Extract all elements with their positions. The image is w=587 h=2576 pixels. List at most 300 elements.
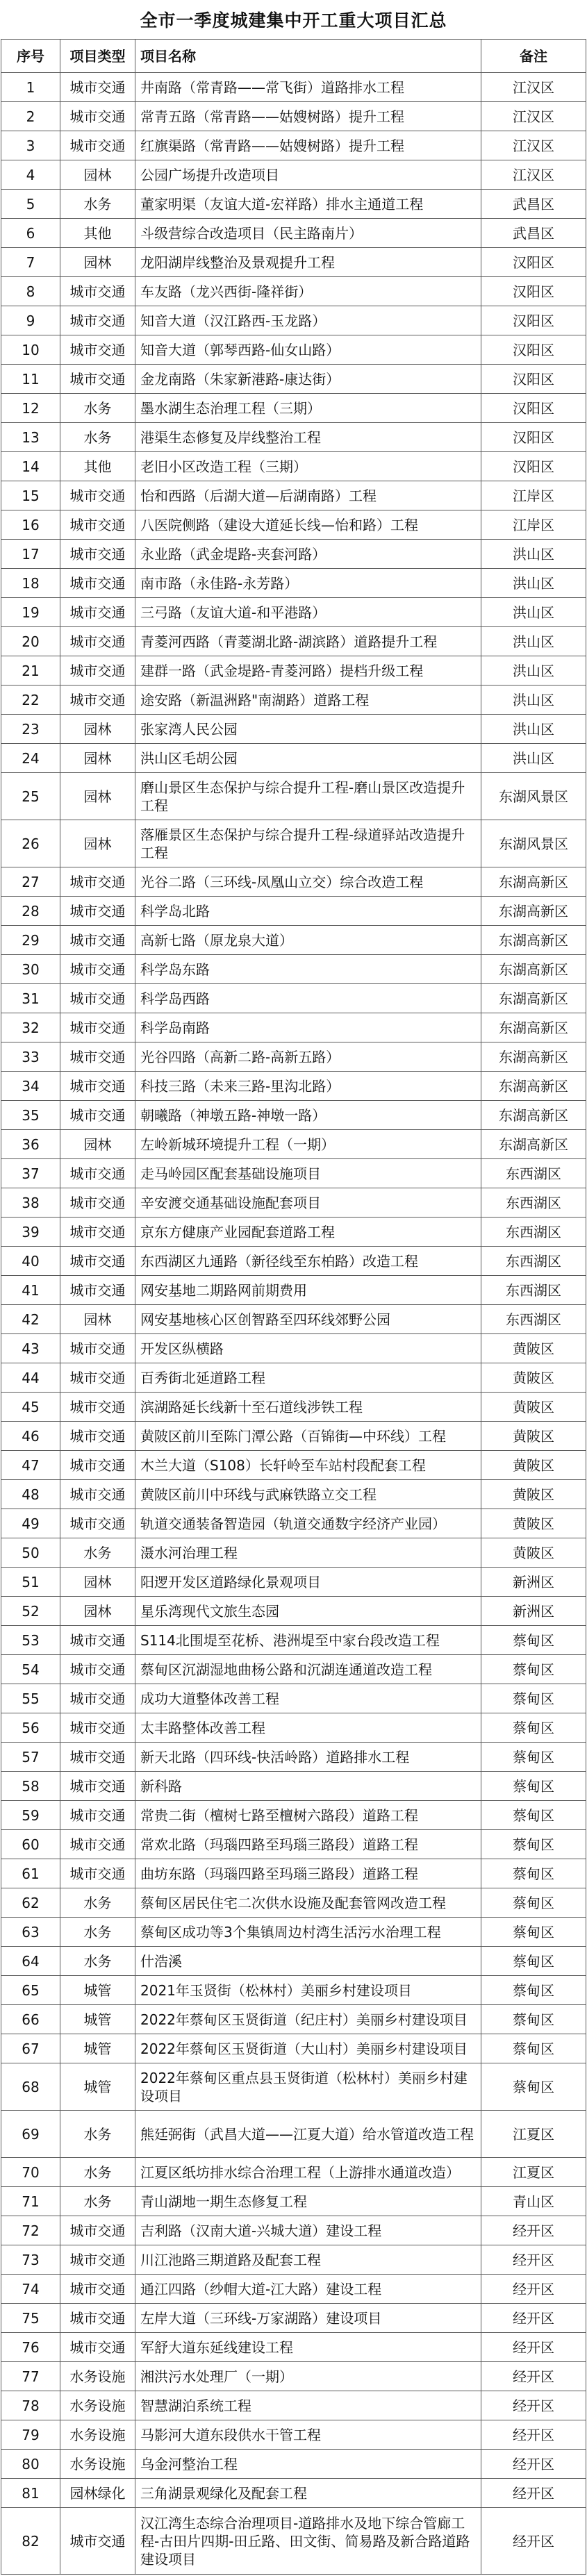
project-type: 水务设施	[60, 2450, 135, 2479]
project-type: 园林	[60, 1305, 135, 1334]
district-remark: 蔡甸区	[481, 1918, 586, 1947]
table-row	[1, 540, 586, 569]
row-number: 64	[1, 1947, 60, 1976]
district-remark: 汉阳区	[481, 365, 586, 394]
table-row	[1, 335, 586, 365]
table-row	[1, 2333, 586, 2362]
row-number: 66	[1, 2005, 60, 2034]
table-row	[1, 1422, 586, 1451]
project-type: 城管	[60, 2005, 135, 2034]
row-number: 5	[1, 190, 60, 219]
district-remark: 汉阳区	[481, 306, 586, 335]
row-number: 51	[1, 1568, 60, 1597]
project-name: 轨道交通装备智造园（轨道交通数字经济产业园）	[135, 1509, 481, 1538]
project-type: 城市交通	[60, 1422, 135, 1451]
row-number: 28	[1, 897, 60, 926]
district-remark: 蔡甸区	[481, 1947, 586, 1976]
project-type: 园林	[60, 744, 135, 773]
table-row	[1, 1597, 586, 1626]
project-name: 光谷四路（高新二路-高新五路）	[135, 1042, 481, 1072]
row-number: 6	[1, 219, 60, 248]
row-number: 53	[1, 1626, 60, 1655]
table-row	[1, 1480, 586, 1509]
project-name: 网安基地核心区创智路至四环线郊野公园	[135, 1305, 481, 1334]
district-remark: 东湖高新区	[481, 1072, 586, 1101]
project-type: 水务设施	[60, 2420, 135, 2450]
table-row	[1, 2362, 586, 2391]
project-name: 港渠生态修复及岸线整治工程	[135, 423, 481, 452]
district-remark: 江汉区	[481, 102, 586, 131]
project-type: 城市交通	[60, 1451, 135, 1480]
table-row	[1, 984, 586, 1013]
district-remark: 新洲区	[481, 1568, 586, 1597]
project-name: 蔡甸区沉湖湿地曲杨公路和沉湖连通道改造工程	[135, 1655, 481, 1684]
row-number: 23	[1, 715, 60, 744]
project-type: 园林	[60, 773, 135, 820]
district-remark: 黄陂区	[481, 1334, 586, 1363]
table-row	[1, 867, 586, 897]
project-name: 龙阳湖岸线整治及景观提升工程	[135, 248, 481, 277]
district-remark: 蔡甸区	[481, 2005, 586, 2034]
project-type: 水务	[60, 1888, 135, 1918]
table-row	[1, 481, 586, 510]
project-type: 园林	[60, 248, 135, 277]
project-type: 城市交通	[60, 1247, 135, 1276]
row-number: 43	[1, 1334, 60, 1363]
district-remark: 蔡甸区	[481, 1772, 586, 1801]
row-number: 75	[1, 2304, 60, 2333]
table-row	[1, 1830, 586, 1859]
table-row	[1, 1538, 586, 1568]
project-name: 阳逻开发区道路绿化景观项目	[135, 1568, 481, 1597]
district-remark: 经开区	[481, 2391, 586, 2420]
project-name: 滠水河治理工程	[135, 1538, 481, 1568]
district-remark: 东西湖区	[481, 1218, 586, 1247]
table-row	[1, 102, 586, 131]
project-type: 城市交通	[60, 926, 135, 955]
project-name: 什浩溪	[135, 1947, 481, 1976]
row-number: 47	[1, 1451, 60, 1480]
project-name: 黄陂区前川中环线与武麻铁路立交工程	[135, 1480, 481, 1509]
project-type: 水务	[60, 2187, 135, 2216]
project-type: 城市交通	[60, 306, 135, 335]
row-number: 16	[1, 510, 60, 540]
district-remark: 东西湖区	[481, 1247, 586, 1276]
row-number: 82	[1, 2508, 60, 2575]
project-name: 走马岭园区配套基础设施项目	[135, 1159, 481, 1188]
row-number: 7	[1, 248, 60, 277]
table-row	[1, 656, 586, 685]
project-name: 科学岛北路	[135, 897, 481, 926]
project-name: 开发区纵横路	[135, 1334, 481, 1363]
table-row	[1, 2187, 586, 2216]
district-remark: 东湖风景区	[481, 773, 586, 820]
district-remark: 东湖高新区	[481, 955, 586, 984]
district-remark: 蔡甸区	[481, 1626, 586, 1655]
table-row	[1, 897, 586, 926]
project-type: 城市交通	[60, 2216, 135, 2245]
row-number: 18	[1, 569, 60, 598]
row-number: 36	[1, 1130, 60, 1159]
project-type: 城市交通	[60, 1334, 135, 1363]
project-type: 城市交通	[60, 1276, 135, 1305]
table-row	[1, 2304, 586, 2333]
table-row	[1, 365, 586, 394]
row-number: 73	[1, 2245, 60, 2275]
project-type: 城市交通	[60, 540, 135, 569]
project-name: 公园广场提升改造项目	[135, 160, 481, 190]
district-remark: 经开区	[481, 2420, 586, 2450]
header-remark: 备注	[481, 40, 586, 73]
project-type: 园林	[60, 820, 135, 867]
project-type: 城管	[60, 2034, 135, 2063]
project-type: 水务	[60, 394, 135, 423]
table-row	[1, 306, 586, 335]
row-number: 19	[1, 598, 60, 627]
project-name: 蔡甸区居民住宅二次供水设施及配套管网改造工程	[135, 1888, 481, 1918]
project-type: 城市交通	[60, 1218, 135, 1247]
row-number: 59	[1, 1801, 60, 1830]
district-remark: 东湖高新区	[481, 984, 586, 1013]
row-number: 79	[1, 2420, 60, 2450]
row-number: 81	[1, 2479, 60, 2508]
project-type: 城市交通	[60, 1363, 135, 1393]
project-name: 黄陂区前川至陈门潭公路（百锦街—中环线）工程	[135, 1422, 481, 1451]
district-remark: 黄陂区	[481, 1393, 586, 1422]
project-type: 城市交通	[60, 510, 135, 540]
table-row	[1, 423, 586, 452]
project-type: 园林	[60, 1568, 135, 1597]
district-remark: 汉阳区	[481, 394, 586, 423]
row-number: 78	[1, 2391, 60, 2420]
project-name: 左岸大道（三环线-万家湖路）建设项目	[135, 2304, 481, 2333]
project-name: 落雁景区生态保护与综合提升工程-绿道驿站改造提升工程	[135, 820, 481, 867]
row-number: 4	[1, 160, 60, 190]
project-name: 2022年蔡甸区重点县玉贤街道（松林村）美丽乡村建设项目	[135, 2063, 481, 2111]
row-number: 42	[1, 1305, 60, 1334]
table-row	[1, 190, 586, 219]
district-remark: 汉阳区	[481, 335, 586, 365]
table-row	[1, 1101, 586, 1130]
project-name: 南市路（永佳路-永芳路）	[135, 569, 481, 598]
district-remark: 蔡甸区	[481, 1684, 586, 1713]
district-remark: 黄陂区	[481, 1422, 586, 1451]
project-type: 城市交通	[60, 73, 135, 102]
table-row	[1, 73, 586, 102]
table-row	[1, 598, 586, 627]
row-number: 32	[1, 1013, 60, 1042]
district-remark: 洪山区	[481, 744, 586, 773]
district-remark: 洪山区	[481, 569, 586, 598]
district-remark: 武昌区	[481, 219, 586, 248]
row-number: 11	[1, 365, 60, 394]
district-remark: 江汉区	[481, 73, 586, 102]
district-remark: 经开区	[481, 2245, 586, 2275]
row-number: 62	[1, 1888, 60, 1918]
project-name: 智慧湖泊系统工程	[135, 2391, 481, 2420]
table-row	[1, 1042, 586, 1072]
table-row	[1, 1713, 586, 1743]
project-type: 城市交通	[60, 685, 135, 715]
row-number: 31	[1, 984, 60, 1013]
district-remark: 蔡甸区	[481, 1743, 586, 1772]
project-name: 金龙南路（朱家新港路-康达街）	[135, 365, 481, 394]
district-remark: 汉阳区	[481, 248, 586, 277]
project-type: 城市交通	[60, 1626, 135, 1655]
table-row	[1, 1334, 586, 1363]
district-remark: 蔡甸区	[481, 1801, 586, 1830]
project-type: 城市交通	[60, 1684, 135, 1713]
row-number: 76	[1, 2333, 60, 2362]
district-remark: 汉阳区	[481, 277, 586, 306]
table-row	[1, 744, 586, 773]
project-name: 光谷二路（三环线-凤凰山立交）综合改造工程	[135, 867, 481, 897]
project-type: 城市交通	[60, 102, 135, 131]
table-row	[1, 1509, 586, 1538]
table-row	[1, 1247, 586, 1276]
project-name: 左岭新城环境提升工程（一期）	[135, 1130, 481, 1159]
district-remark: 东湖高新区	[481, 1013, 586, 1042]
row-number: 63	[1, 1918, 60, 1947]
district-remark: 东湖风景区	[481, 820, 586, 867]
row-number: 13	[1, 423, 60, 452]
row-number: 61	[1, 1859, 60, 1888]
project-type: 城市交通	[60, 277, 135, 306]
row-number: 52	[1, 1597, 60, 1626]
district-remark: 江岸区	[481, 510, 586, 540]
district-remark: 黄陂区	[481, 1538, 586, 1568]
project-name: 青山湖地一期生态修复工程	[135, 2187, 481, 2216]
project-name: S114北围堤至花桥、港洲堤至中家台段改造工程	[135, 1626, 481, 1655]
project-name: 斗级营综合改造项目（民主路南片）	[135, 219, 481, 248]
table-row	[1, 1072, 586, 1101]
project-name: 成功大道整体改善工程	[135, 1684, 481, 1713]
row-number: 80	[1, 2450, 60, 2479]
project-name: 怡和西路（后湖大道—后湖南路）工程	[135, 481, 481, 510]
district-remark: 江夏区	[481, 2111, 586, 2158]
row-number: 17	[1, 540, 60, 569]
row-number: 71	[1, 2187, 60, 2216]
project-type: 城市交通	[60, 656, 135, 685]
project-name: 蔡甸区成功等3个集镇周边村湾生活污水治理工程	[135, 1918, 481, 1947]
district-remark: 江汉区	[481, 160, 586, 190]
project-name: 董家明渠（友谊大道-宏祥路）排水主通道工程	[135, 190, 481, 219]
project-name: 新天北路（四环线-快活岭路）道路排水工程	[135, 1743, 481, 1772]
project-type: 水务	[60, 190, 135, 219]
project-name: 八医院侧路（建设大道延长线—怡和路）工程	[135, 510, 481, 540]
project-name: 永业路（武金堤路-夹套河路）	[135, 540, 481, 569]
project-name: 车友路（龙兴西街-隆祥街）	[135, 277, 481, 306]
row-number: 40	[1, 1247, 60, 1276]
table-row	[1, 569, 586, 598]
table-row	[1, 1363, 586, 1393]
project-name: 知音大道（郭琴西路-仙女山路）	[135, 335, 481, 365]
table-row	[1, 1218, 586, 1247]
row-number: 21	[1, 656, 60, 685]
project-name: 2022年蔡甸区玉贤街道（大山村）美丽乡村建设项目	[135, 2034, 481, 2063]
district-remark: 青山区	[481, 2187, 586, 2216]
project-name: 朝曦路（神墩五路-神墩一路）	[135, 1101, 481, 1130]
project-type: 水务	[60, 1918, 135, 1947]
district-remark: 黄陂区	[481, 1509, 586, 1538]
district-remark: 蔡甸区	[481, 2063, 586, 2111]
project-name: 乌金河整治工程	[135, 2450, 481, 2479]
district-remark: 洪山区	[481, 627, 586, 656]
row-number: 15	[1, 481, 60, 510]
row-number: 1	[1, 73, 60, 102]
district-remark: 洪山区	[481, 598, 586, 627]
table-row	[1, 627, 586, 656]
table-row	[1, 2275, 586, 2304]
project-type: 城市交通	[60, 1509, 135, 1538]
table-row	[1, 773, 586, 820]
row-number: 77	[1, 2362, 60, 2391]
project-name: 科学岛西路	[135, 984, 481, 1013]
row-number: 38	[1, 1188, 60, 1218]
header-project-type: 项目类型	[60, 40, 135, 73]
row-number: 30	[1, 955, 60, 984]
project-type: 城市交通	[60, 1159, 135, 1188]
project-name: 军舒大道东延线建设工程	[135, 2333, 481, 2362]
project-type: 城市交通	[60, 1801, 135, 1830]
project-type: 城市交通	[60, 365, 135, 394]
page-title: 全市一季度城建集中开工重大项目汇总	[140, 10, 447, 31]
project-type: 城市交通	[60, 1655, 135, 1684]
table-row	[1, 1276, 586, 1305]
project-name: 三角湖景观绿化及配套工程	[135, 2479, 481, 2508]
row-number: 35	[1, 1101, 60, 1130]
project-name: 常欢北路（玛瑙四路至玛瑙三路段）道路工程	[135, 1830, 481, 1859]
table-row	[1, 1888, 586, 1918]
project-type: 城市交通	[60, 2304, 135, 2333]
table-row	[1, 715, 586, 744]
row-number: 69	[1, 2111, 60, 2158]
district-remark: 江岸区	[481, 481, 586, 510]
district-remark: 黄陂区	[481, 1451, 586, 1480]
project-name: 东西湖区九通路（新径线至东柏路）改造工程	[135, 1247, 481, 1276]
table-row	[1, 955, 586, 984]
table-row	[1, 2391, 586, 2420]
project-type: 城市交通	[60, 569, 135, 598]
row-number: 74	[1, 2275, 60, 2304]
table-body	[1, 73, 586, 2575]
district-remark: 经开区	[481, 2304, 586, 2333]
table-row	[1, 1655, 586, 1684]
table-row	[1, 1772, 586, 1801]
header-number: 序号	[1, 40, 60, 73]
project-name: 网安基地二期路网前期费用	[135, 1276, 481, 1305]
district-remark: 洪山区	[481, 715, 586, 744]
district-remark: 东西湖区	[481, 1305, 586, 1334]
table-row	[1, 1626, 586, 1655]
project-name: 高新七路（原龙泉大道）	[135, 926, 481, 955]
project-type: 城市交通	[60, 1042, 135, 1072]
district-remark: 蔡甸区	[481, 1713, 586, 1743]
project-name: 马影河大道东段供水干管工程	[135, 2420, 481, 2450]
district-remark: 汉阳区	[481, 452, 586, 481]
project-type: 城市交通	[60, 1859, 135, 1888]
project-type: 城市交通	[60, 2245, 135, 2275]
project-name: 井南路（常青路——常飞街）道路排水工程	[135, 73, 481, 102]
district-remark: 经开区	[481, 2333, 586, 2362]
table-row	[1, 1918, 586, 1947]
project-type: 城市交通	[60, 1013, 135, 1042]
district-remark: 蔡甸区	[481, 1830, 586, 1859]
table-row	[1, 2420, 586, 2450]
table-row	[1, 2245, 586, 2275]
project-type: 园林	[60, 715, 135, 744]
table-row	[1, 1451, 586, 1480]
project-name: 滨湖路延长线新十至石道线涉铁工程	[135, 1393, 481, 1422]
district-remark: 经开区	[481, 2362, 586, 2391]
district-remark: 经开区	[481, 2479, 586, 2508]
project-type: 园林	[60, 160, 135, 190]
row-number: 57	[1, 1743, 60, 1772]
table-row	[1, 2216, 586, 2245]
project-type: 城市交通	[60, 1101, 135, 1130]
district-remark: 经开区	[481, 2450, 586, 2479]
table-row	[1, 2158, 586, 2187]
row-number: 24	[1, 744, 60, 773]
district-remark: 蔡甸区	[481, 2034, 586, 2063]
table-row	[1, 1568, 586, 1597]
row-number: 8	[1, 277, 60, 306]
district-remark: 蔡甸区	[481, 1888, 586, 1918]
project-type: 城市交通	[60, 2275, 135, 2304]
project-name: 老旧小区改造工程（三期）	[135, 452, 481, 481]
district-remark: 经开区	[481, 2508, 586, 2575]
district-remark: 东西湖区	[481, 1276, 586, 1305]
row-number: 25	[1, 773, 60, 820]
project-name: 新科路	[135, 1772, 481, 1801]
table-row	[1, 219, 586, 248]
project-name: 科技三路（未来三路-里沟北路）	[135, 1072, 481, 1101]
table-row	[1, 1393, 586, 1422]
row-number: 44	[1, 1363, 60, 1393]
row-number: 55	[1, 1684, 60, 1713]
district-remark: 东湖高新区	[481, 897, 586, 926]
project-name: 常青五路（常青路——姑嫂树路）提升工程	[135, 102, 481, 131]
row-number: 49	[1, 1509, 60, 1538]
table-row	[1, 1684, 586, 1713]
header-project-name: 项目名称	[135, 40, 481, 73]
project-name: 百秀街北延道路工程	[135, 1363, 481, 1393]
project-type: 其他	[60, 219, 135, 248]
project-name: 2021年玉贤街（松林村）美丽乡村建设项目	[135, 1976, 481, 2005]
project-name: 张家湾人民公园	[135, 715, 481, 744]
table-row	[1, 1159, 586, 1188]
district-remark: 东湖高新区	[481, 1130, 586, 1159]
project-name: 吉利路（汉南大道-兴城大道）建设工程	[135, 2216, 481, 2245]
table-row	[1, 1947, 586, 1976]
project-name: 建群一路（武金堤路-青菱河路）提档升级工程	[135, 656, 481, 685]
project-name: 科学岛东路	[135, 955, 481, 984]
row-number: 60	[1, 1830, 60, 1859]
district-remark: 东湖高新区	[481, 926, 586, 955]
project-type: 城市交通	[60, 867, 135, 897]
row-number: 41	[1, 1276, 60, 1305]
table-row	[1, 248, 586, 277]
table-row	[1, 1801, 586, 1830]
table-row	[1, 2508, 586, 2575]
district-remark: 经开区	[481, 2216, 586, 2245]
row-number: 34	[1, 1072, 60, 1101]
project-name: 科学岛南路	[135, 1013, 481, 1042]
project-type: 园林	[60, 1130, 135, 1159]
project-name: 通江四路（纱帽大道-江大路）建设工程	[135, 2275, 481, 2304]
table-row	[1, 2111, 586, 2158]
district-remark: 洪山区	[481, 540, 586, 569]
